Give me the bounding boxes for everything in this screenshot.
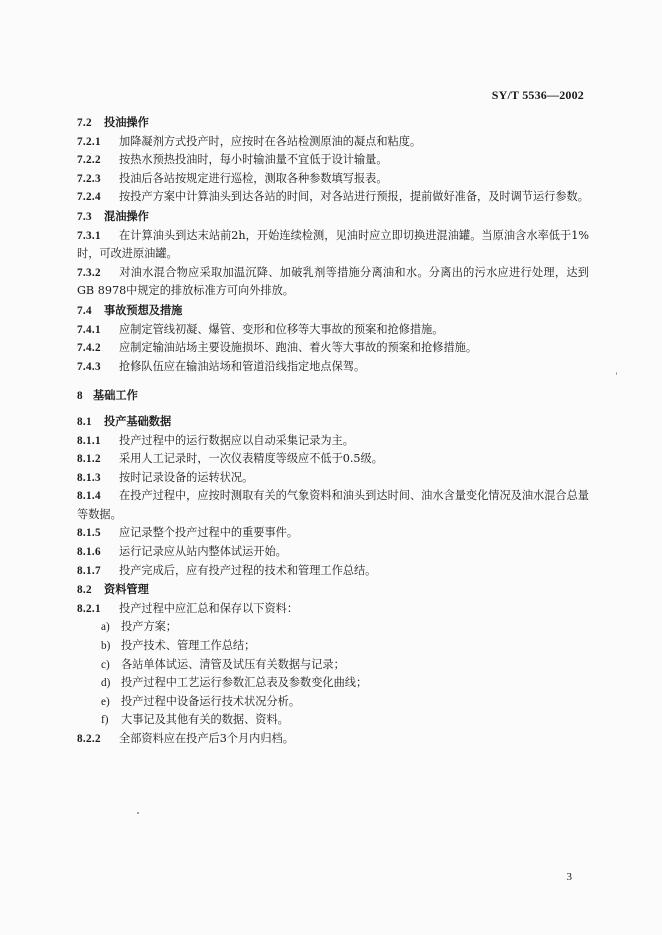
list-item: c) 各站单体试运、清管及试压有关数据与记录； (101, 657, 345, 671)
standard-code: SY/T 5536—2002 (491, 88, 584, 102)
clause-8-1-4: 8.1.4 在投产过程中，应按时测取有关的气象资料和油头到达时间、油水含量变化情况及油水混合总量等数据。 (77, 489, 589, 521)
section-heading-8-2: 8.2 资料管理 (77, 582, 149, 597)
scan-speck (137, 812, 139, 814)
section-heading-7-4: 7.4 事故预想及措施 (77, 302, 183, 317)
clause-7-4-3: 7.4.3 抢修队伍应在输油站场和管道沿线指定地点保驾。 (77, 359, 366, 373)
clause-7-2-4: 7.2.4 按投产方案中计算油头到达各站的时间，对各站进行预报，提前做好准备，及时调节运行参数。 (77, 190, 589, 204)
clause-7-3-2: 7.3.2 对油水混合物应采取加温沉降、加破乳剂等措施分离油和水。分离出的污水应进行处理，达到GB 8978中规定的排放标准方可向外排放。 (77, 265, 589, 298)
clause-8-1-2: 8.1.2 采用人工记录时，一次仪表精度等级应不低于0.5级。 (77, 452, 383, 466)
list-item: d) 投产过程中工艺运行参数汇总表及参数变化曲线； (101, 676, 368, 690)
section-heading-7-2: 7.2 投油操作 (77, 115, 149, 129)
clause-8-2-1: 8.2.1 投产过程中应汇总和保存以下资料： (77, 601, 299, 615)
clause-8-1-5: 8.1.5 应记录整个投产过程中的重要事件。 (77, 526, 299, 540)
clause-7-3-1: 7.3.1 在计算油头到达末站前2h，开始连续检测，见油时应立即切换进混油罐。当原油含水率低于1%时，可改进原油罐。 (77, 228, 589, 261)
clause-7-2-3: 7.2.3 投油后各站按规定进行巡检，测取各种参数填写报表。 (77, 171, 388, 185)
clause-7-4-2: 7.4.2 应制定输油站场主要设施损坏、跑油、着火等大事故的预案和抢修措施。 (77, 341, 478, 355)
page-content (77, 113, 589, 749)
clause-8-1-3: 8.1.3 按时记录设备的运转状况。 (77, 470, 254, 484)
clause-7-4-1: 7.4.1 应制定管线初凝、爆管、变形和位移等大事故的预案和抢修措施。 (77, 322, 444, 336)
list-item: b) 投产技术、管理工作总结； (101, 639, 256, 653)
list-item: f) 大事记及其他有关的数据、资料。 (101, 713, 289, 727)
list-item: a) 投产方案； (101, 620, 177, 634)
clause-8-2-2: 8.2.2 全部资料应在投产后3个月内归档。 (77, 732, 294, 745)
section-heading-7-3: 7.3 混油操作 (77, 208, 149, 223)
clause-7-2-2: 7.2.2 按热水预热投油时，每小时输油量不宜低于设计输量。 (77, 153, 388, 167)
page-number: 3 (566, 871, 572, 883)
clause-8-1-7: 8.1.7 投产完成后，应有投产过程的技术和管理工作总结。 (77, 563, 377, 577)
archive-list (77, 618, 589, 730)
chapter-heading-8: 8 基础工作 (77, 388, 138, 403)
clause-8-1-6: 8.1.6 运行记录应从站内整体试运开始。 (77, 545, 287, 559)
section-heading-8-1: 8.1 投产基础数据 (77, 413, 172, 428)
list-item: e) 投产过程中设备运行技术状况分析。 (101, 694, 301, 708)
clause-7-2-1: 7.2.1 加降凝剂方式投产时，应按时在各站检测原油的凝点和粘度。 (77, 134, 422, 148)
clause-8-1-1: 8.1.1 投产过程中的运行数据应以自动采集记录为主。 (77, 433, 354, 447)
scan-speck (616, 372, 617, 375)
